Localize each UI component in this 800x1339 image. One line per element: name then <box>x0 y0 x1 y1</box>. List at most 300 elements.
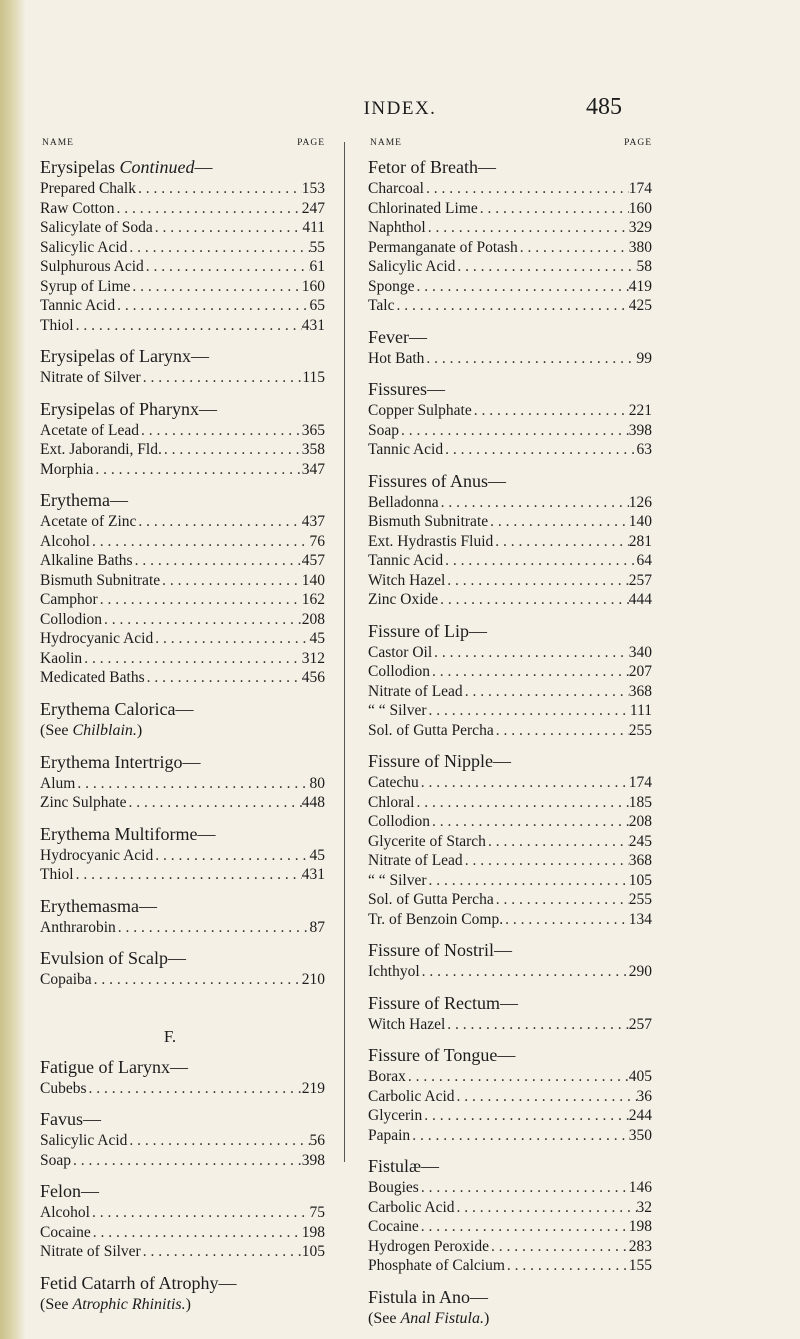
entry-page: 99 <box>636 349 652 367</box>
dot-leader <box>463 682 629 702</box>
index-entry <box>40 1079 325 1099</box>
entry-page: 36 <box>636 1087 652 1105</box>
entry-name: Hydrogen Peroxide <box>368 1237 489 1255</box>
section-title: Evulsion of Scalp— <box>40 948 186 968</box>
section-title: Erysipelas of Larynx— <box>40 346 209 366</box>
index-entry <box>40 1151 325 1171</box>
section-title: Favus— <box>40 1109 102 1129</box>
section-title: Fissures of Anus— <box>368 470 507 491</box>
dot-leader <box>427 871 629 891</box>
dot-leader <box>415 277 629 297</box>
index-entry <box>368 812 652 832</box>
dot-leader <box>130 277 301 297</box>
entry-page: 340 <box>628 643 652 661</box>
entry-page: 146 <box>628 1179 652 1196</box>
index-entry <box>40 238 325 258</box>
dot-leader <box>430 812 629 832</box>
entry-page: 210 <box>301 971 325 988</box>
entry-page: 155 <box>628 1257 652 1274</box>
index-section <box>368 620 652 741</box>
entry-page: 65 <box>309 297 325 314</box>
entry-list <box>368 1015 652 1035</box>
dot-leader <box>71 1151 302 1171</box>
entry-name: Thiol <box>40 316 74 334</box>
entry-page: 444 <box>628 591 652 608</box>
index-section <box>368 1155 652 1276</box>
entry-page: 126 <box>628 493 652 511</box>
section-title: Fever— <box>368 326 427 347</box>
dot-leader <box>455 257 636 277</box>
entry-page: 198 <box>628 1218 652 1235</box>
entry-page: 448 <box>301 794 325 811</box>
entry-name: Carbolic Acid <box>368 1087 455 1105</box>
entry-name: Tannic Acid <box>368 552 444 569</box>
section-title: Erysipelas Continued— <box>40 157 213 177</box>
index-entry <box>368 532 652 552</box>
dot-leader <box>127 238 309 258</box>
entry-list <box>368 962 652 982</box>
entry-page: 153 <box>301 180 325 197</box>
index-entry <box>368 551 652 571</box>
entry-name: Cubebs <box>40 1079 87 1097</box>
column-heading <box>40 138 325 154</box>
dot-leader <box>493 532 628 552</box>
entry-name: Chlorinated Lime <box>368 199 478 217</box>
index-entry <box>368 962 652 982</box>
entry-name: Acetate of Lead <box>40 421 139 439</box>
dot-leader <box>160 571 302 591</box>
index-section <box>368 470 652 610</box>
column-divider <box>344 142 345 1162</box>
entry-page: 32 <box>636 1198 652 1216</box>
dot-leader <box>136 512 301 532</box>
dot-leader <box>503 910 629 930</box>
entry-name: Bismuth Subnitrate <box>368 513 489 530</box>
entry-page: 56 <box>309 1132 325 1149</box>
index-entry <box>40 629 325 649</box>
entry-name: Hydrocyanic Acid <box>40 630 154 647</box>
dot-leader <box>455 1198 637 1218</box>
dot-leader <box>419 1217 629 1237</box>
entry-name: Collodion <box>40 610 103 628</box>
index-section <box>368 992 652 1035</box>
index-entry <box>368 440 652 460</box>
entry-name: Zinc Sulphate <box>40 794 127 811</box>
entry-name: Soap <box>40 1151 71 1169</box>
entry-page: 219 <box>301 1079 325 1097</box>
entry-name: Nitrate of Silver <box>40 1243 141 1260</box>
index-entry <box>368 590 652 610</box>
index-section <box>368 1044 652 1145</box>
section-title: Fistula in Ano— <box>368 1286 489 1307</box>
index-section <box>40 1272 325 1315</box>
entry-name: Hot Bath <box>368 349 425 367</box>
entry-page: 329 <box>628 219 652 236</box>
entry-name: Zinc Oxide <box>368 591 439 608</box>
section-title: Fissure of Lip— <box>368 620 487 641</box>
dot-leader <box>115 296 309 316</box>
entry-name: Syrup of Lime <box>40 277 131 295</box>
index-entry <box>368 662 652 682</box>
index-entry <box>368 199 652 219</box>
entry-name: Nitrate of Lead <box>368 852 463 869</box>
dot-leader <box>74 316 302 336</box>
entry-list <box>40 774 325 813</box>
entry-name: Morphia <box>40 460 94 478</box>
entry-name: Collodion <box>368 663 431 680</box>
index-entry <box>368 571 652 591</box>
letter-heading: F. <box>163 1026 177 1046</box>
index-section <box>40 823 325 885</box>
column-heading <box>368 138 652 154</box>
dot-leader <box>399 421 629 441</box>
index-entry <box>40 551 325 571</box>
index-entry <box>368 910 652 930</box>
index-entry <box>40 421 325 441</box>
entry-page: 221 <box>628 402 652 419</box>
dot-leader <box>91 1223 302 1243</box>
dot-leader <box>145 668 302 688</box>
entry-name: Permanganate of Potash <box>368 238 518 256</box>
dot-leader <box>394 296 628 316</box>
entry-name: Sol. of Gutta Percha <box>368 721 494 739</box>
index-entry <box>40 865 325 885</box>
entry-page: 368 <box>628 682 652 700</box>
entry-name: Borax <box>368 1068 406 1085</box>
entry-name: Acetate of Zinc <box>40 513 137 530</box>
dot-leader <box>438 590 629 610</box>
entry-page: 208 <box>628 813 652 830</box>
column-heading-page: PAGE <box>297 138 325 148</box>
section-title: Erythema Calorica— <box>40 698 194 719</box>
dot-leader <box>427 701 630 721</box>
section-title: Erythema Multiforme— <box>40 823 216 844</box>
entry-page: 76 <box>309 532 325 550</box>
index-entry <box>40 610 325 630</box>
index-section <box>40 1108 325 1170</box>
dot-leader <box>432 643 629 663</box>
entry-name: Witch Hazel <box>368 571 446 589</box>
dot-leader <box>415 793 629 813</box>
entry-name: Chloral <box>368 793 415 811</box>
entry-page: 55 <box>309 238 325 256</box>
entry-page: 111 <box>629 702 652 719</box>
entry-page: 87 <box>309 918 325 936</box>
index-entry <box>368 512 652 532</box>
dot-leader <box>115 199 302 219</box>
entry-page: 105 <box>301 1243 325 1260</box>
section-title: Fatigue of Larynx— <box>40 1056 188 1077</box>
dot-leader <box>133 551 302 571</box>
index-entry <box>40 296 325 316</box>
column-heading-name: NAME <box>370 138 402 148</box>
index-section <box>40 751 325 813</box>
section-title: Fistulæ— <box>368 1156 440 1176</box>
entry-page: 174 <box>628 774 652 791</box>
entry-name: Papain <box>368 1126 411 1144</box>
entry-name: Bougies <box>368 1179 419 1196</box>
entry-page: 160 <box>301 277 325 295</box>
dot-leader <box>463 851 629 871</box>
index-entry <box>40 179 325 199</box>
entry-name: “ “ Silver <box>368 702 427 719</box>
index-section <box>40 398 325 480</box>
section-title: Felon— <box>40 1181 100 1201</box>
entry-name: Cocaine <box>368 1218 419 1235</box>
index-entry <box>40 918 325 938</box>
entry-name: Castor Oil <box>368 643 433 661</box>
index-entry <box>40 277 325 297</box>
entry-name: Belladonna <box>368 493 439 511</box>
dot-leader <box>443 551 636 571</box>
cross-reference: (See Chilblain.) <box>40 721 143 739</box>
entry-list <box>40 1079 325 1099</box>
dot-leader <box>486 832 629 852</box>
entry-page: 281 <box>628 532 652 550</box>
dot-leader <box>127 793 302 813</box>
entry-page: 350 <box>628 1126 652 1144</box>
entry-list <box>368 179 652 316</box>
entry-name: Cocaine <box>40 1223 91 1241</box>
dot-leader <box>430 662 629 682</box>
entry-page: 75 <box>309 1204 325 1221</box>
entry-page: 411 <box>302 219 325 236</box>
index-entry <box>40 316 325 336</box>
entry-list <box>40 368 325 388</box>
dot-leader <box>419 1178 629 1198</box>
index-entry <box>368 179 652 199</box>
entry-name: Glycerite of Starch <box>368 832 486 850</box>
entry-page: 358 <box>301 441 325 458</box>
dot-leader <box>424 179 629 199</box>
index-entry <box>40 1203 325 1223</box>
entry-name: Sponge <box>368 277 415 295</box>
entry-name: Carbolic Acid <box>368 1198 455 1216</box>
entry-page: 45 <box>309 630 325 647</box>
index-entry <box>368 1106 652 1126</box>
entry-name: Thiol <box>40 866 74 883</box>
index-section <box>40 345 325 388</box>
dot-leader <box>98 590 302 610</box>
index-section <box>368 939 652 982</box>
entry-page: 61 <box>309 258 325 275</box>
index-entry <box>368 296 652 316</box>
dot-leader <box>420 962 629 982</box>
entry-page: 64 <box>636 552 652 569</box>
entry-page: 244 <box>628 1107 652 1124</box>
index-entry <box>368 238 652 258</box>
dot-leader <box>505 1256 629 1276</box>
entry-name: Sulphurous Acid <box>40 258 144 275</box>
entry-name: Soap <box>368 421 399 439</box>
dot-leader <box>116 918 310 938</box>
entry-page: 398 <box>301 1151 325 1169</box>
index-section <box>40 1056 325 1099</box>
entry-page: 80 <box>309 774 325 792</box>
entry-name: Copper Sulphate <box>368 402 472 419</box>
index-entry <box>368 773 652 793</box>
index-entry <box>368 257 652 277</box>
page-binding-edge <box>0 0 26 1339</box>
dot-leader <box>153 629 309 649</box>
index-section <box>40 1180 325 1262</box>
dot-leader <box>406 1067 629 1087</box>
entry-page: 134 <box>628 910 652 928</box>
entry-list <box>368 1067 652 1145</box>
page-number: 485 <box>586 94 622 120</box>
section-title: Erythema— <box>40 490 128 510</box>
column-heading-page: PAGE <box>624 138 652 148</box>
entry-name: Ichthyol <box>368 963 420 980</box>
index-entry <box>40 1242 325 1262</box>
entry-name: Nitrate of Silver <box>40 369 141 386</box>
dot-leader <box>90 1203 310 1223</box>
dot-leader <box>445 1015 628 1035</box>
entry-name: Ext. Hydrastis Fluid <box>368 532 494 550</box>
entry-page: 115 <box>302 369 325 386</box>
index-entry <box>40 774 325 794</box>
entry-name: Alum <box>40 774 76 792</box>
dot-leader <box>144 257 310 277</box>
dot-leader <box>439 493 629 513</box>
entry-page: 255 <box>628 891 652 908</box>
entry-name: Alcohol <box>40 1204 90 1221</box>
entry-name: Salicylic Acid <box>40 238 128 256</box>
index-entry <box>40 668 325 688</box>
dot-leader <box>74 865 302 885</box>
index-entry <box>40 257 325 277</box>
index-entry <box>368 401 652 421</box>
index-entry <box>368 1198 652 1218</box>
index-entry <box>368 1015 652 1035</box>
index-entry <box>368 277 652 297</box>
index-entry <box>368 1067 652 1087</box>
cross-reference: (See Anal Fistula.) <box>368 1309 490 1327</box>
entry-page: 198 <box>301 1223 325 1241</box>
entry-page: 257 <box>628 1015 652 1033</box>
dot-leader <box>494 890 629 910</box>
entry-name: Collodion <box>368 813 431 830</box>
section-title: Erythemasma— <box>40 895 157 916</box>
dot-leader <box>489 1237 629 1257</box>
entry-page: 185 <box>628 793 652 811</box>
index-section <box>368 378 652 460</box>
dot-leader <box>82 649 302 669</box>
dot-leader <box>92 970 302 990</box>
dot-leader <box>472 401 629 421</box>
section-title: Fetid Catarrh of Atrophy— <box>40 1272 237 1293</box>
entry-name: Medicated Baths <box>40 669 145 686</box>
entry-name: Alkaline Baths <box>40 552 133 569</box>
entry-name: Kaolin <box>40 649 83 667</box>
entry-page: 208 <box>301 610 325 628</box>
entry-list <box>368 643 652 741</box>
index-entry <box>40 460 325 480</box>
dot-leader <box>153 218 303 238</box>
section-title: Fissures— <box>368 379 446 399</box>
entry-page: 247 <box>301 199 325 217</box>
section-title: Fetor of Breath— <box>368 157 496 177</box>
entry-page: 45 <box>309 846 325 864</box>
entry-page: 368 <box>628 852 652 869</box>
entry-name: Salicylic Acid <box>40 1132 128 1149</box>
entry-page: 140 <box>301 571 325 589</box>
index-section <box>40 947 325 990</box>
cross-reference: (See Atrophic Rhinitis.) <box>40 1295 191 1313</box>
entry-name: Copaiba <box>40 971 92 988</box>
entry-list <box>368 401 652 460</box>
entry-page: 207 <box>628 663 652 680</box>
index-entry <box>368 1217 652 1237</box>
index-entry <box>40 1223 325 1243</box>
section-title: Fissure of Nostril— <box>368 940 512 960</box>
dot-leader <box>127 1131 309 1151</box>
entry-list <box>40 421 325 480</box>
entry-name: Ext. Jaborandi, Fld. <box>40 441 162 458</box>
entry-name: Nitrate of Lead <box>368 682 463 700</box>
index-entry <box>368 1237 652 1257</box>
index-entry <box>368 643 652 663</box>
entry-name: Catechu <box>368 774 419 791</box>
index-entry <box>368 890 652 910</box>
index-entry <box>40 571 325 591</box>
entry-page: 398 <box>628 421 652 439</box>
entry-name: Tannic Acid <box>368 441 444 458</box>
dot-leader <box>87 1079 302 1099</box>
index-entry <box>40 512 325 532</box>
index-entry <box>368 793 652 813</box>
dot-leader <box>141 1242 302 1262</box>
entry-page: 437 <box>301 513 325 530</box>
index-entry <box>368 493 652 513</box>
index-entry <box>40 199 325 219</box>
entry-page: 58 <box>636 258 652 275</box>
entry-page: 365 <box>301 421 325 439</box>
entry-page: 255 <box>628 721 652 739</box>
index-entry <box>40 368 325 388</box>
entry-name: “ “ Silver <box>368 871 427 889</box>
entry-page: 347 <box>301 460 325 478</box>
entry-name: Prepared Chalk <box>40 180 136 197</box>
index-section <box>40 489 325 688</box>
entry-name: Bismuth Subnitrate <box>40 571 161 589</box>
entry-name: Witch Hazel <box>368 1015 446 1033</box>
entry-list <box>368 493 652 610</box>
dot-leader <box>455 1087 637 1107</box>
entry-page: 63 <box>636 441 652 458</box>
index-entry <box>40 846 325 866</box>
dot-leader <box>75 774 309 794</box>
entry-name: Talc <box>368 297 395 314</box>
index-entry <box>368 218 652 238</box>
entry-page: 431 <box>301 316 325 334</box>
index-column-right <box>368 138 652 1329</box>
index-entry <box>40 970 325 990</box>
index-entry <box>368 349 652 369</box>
entry-list <box>368 773 652 929</box>
entry-name: Naphthol <box>368 219 426 236</box>
index-column-left <box>40 138 325 1315</box>
column-heading-name: NAME <box>42 138 74 148</box>
index-section <box>368 1286 652 1329</box>
entry-page: 105 <box>628 871 652 889</box>
entry-page: 257 <box>628 571 652 589</box>
entry-list <box>368 1178 652 1276</box>
index-section <box>40 895 325 938</box>
index-entry <box>368 721 652 741</box>
index-entry <box>40 793 325 813</box>
entry-list <box>40 1131 325 1170</box>
